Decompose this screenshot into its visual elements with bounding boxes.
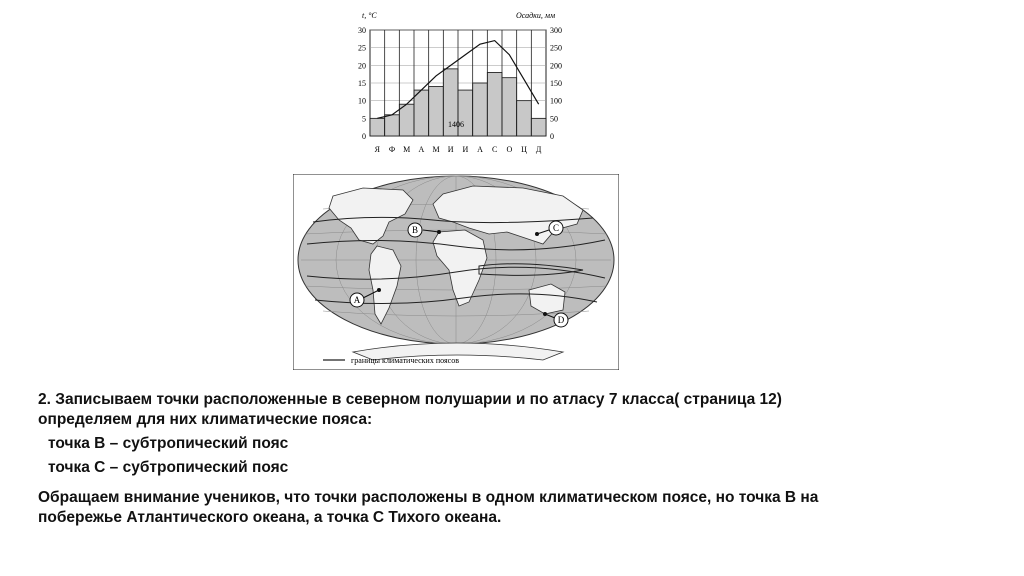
world-climate-map (293, 174, 619, 370)
right-tick-label: 100 (550, 96, 562, 106)
month-label: О (506, 145, 513, 154)
left-tick-label: 25 (358, 43, 366, 53)
point-c-belt: точка С – субтропический пояс (48, 459, 289, 476)
step-line-2: определяем для них климатические пояса: (38, 411, 373, 428)
left-tick-label: 15 (358, 79, 366, 88)
note-line-1: Обращаем внимание учеников, что точки расположены в одном климатическом поясе, но точка В на (38, 489, 819, 506)
month-label: А (418, 145, 425, 154)
precip-bar (502, 78, 517, 136)
note-line-2: побережье Атлантического океана, а точка С Тихого океана. (38, 509, 502, 526)
left-tick-label: 0 (362, 132, 366, 141)
point-d-label: D (557, 315, 565, 325)
right-tick-label: 200 (550, 61, 562, 71)
point-b-belt: точка В – субтропический пояс (48, 435, 289, 452)
left-tick-label: 5 (362, 114, 366, 124)
climate-chart (340, 8, 580, 160)
precip-bar (531, 118, 546, 136)
precip-bar (414, 90, 429, 136)
right-tick-label: 0 (550, 132, 554, 141)
month-labels (375, 145, 542, 154)
right-tick-labels (550, 26, 562, 141)
month-label: Ф (388, 145, 396, 154)
left-tick-label: 30 (358, 26, 366, 35)
precip-bar (487, 72, 502, 136)
month-label: И (462, 145, 469, 154)
month-label: С (491, 145, 498, 154)
precip-bar (370, 118, 385, 136)
month-label: Ц (521, 145, 527, 154)
point-c-label: C (552, 223, 560, 233)
left-tick-label: 10 (358, 96, 366, 106)
month-label: М (403, 145, 411, 154)
explanation-text (38, 390, 998, 528)
right-tick-label: 150 (550, 79, 562, 88)
legend-label: границы климатических поясов (351, 356, 459, 365)
precip-bar (429, 87, 444, 136)
right-tick-label: 250 (550, 43, 562, 53)
month-label: Д (535, 145, 542, 154)
point-a-label: A (353, 295, 361, 305)
right-tick-label: 50 (550, 114, 558, 124)
precip-bar (517, 101, 532, 136)
left-tick-label: 20 (358, 61, 366, 71)
precip-bar (473, 83, 488, 136)
point-b-label: B (411, 225, 419, 235)
step-line-1: 2. Записываем точки расположенные в северном полушарии и по атласу 7 класса( страница 12) (38, 391, 782, 408)
right-axis-label: Осадки, мм (516, 11, 556, 20)
left-axis-label: t, °C (362, 11, 377, 20)
month-label: М (432, 145, 440, 154)
precip-bar (399, 104, 414, 136)
month-label: А (477, 145, 483, 154)
precip-bar (458, 90, 473, 136)
right-tick-label: 300 (550, 26, 562, 35)
left-tick-labels (358, 26, 366, 141)
month-label: И (447, 145, 454, 154)
precip-bar (385, 115, 400, 136)
chart-annotation: 1406 (448, 120, 464, 129)
month-label: Я (374, 145, 381, 154)
